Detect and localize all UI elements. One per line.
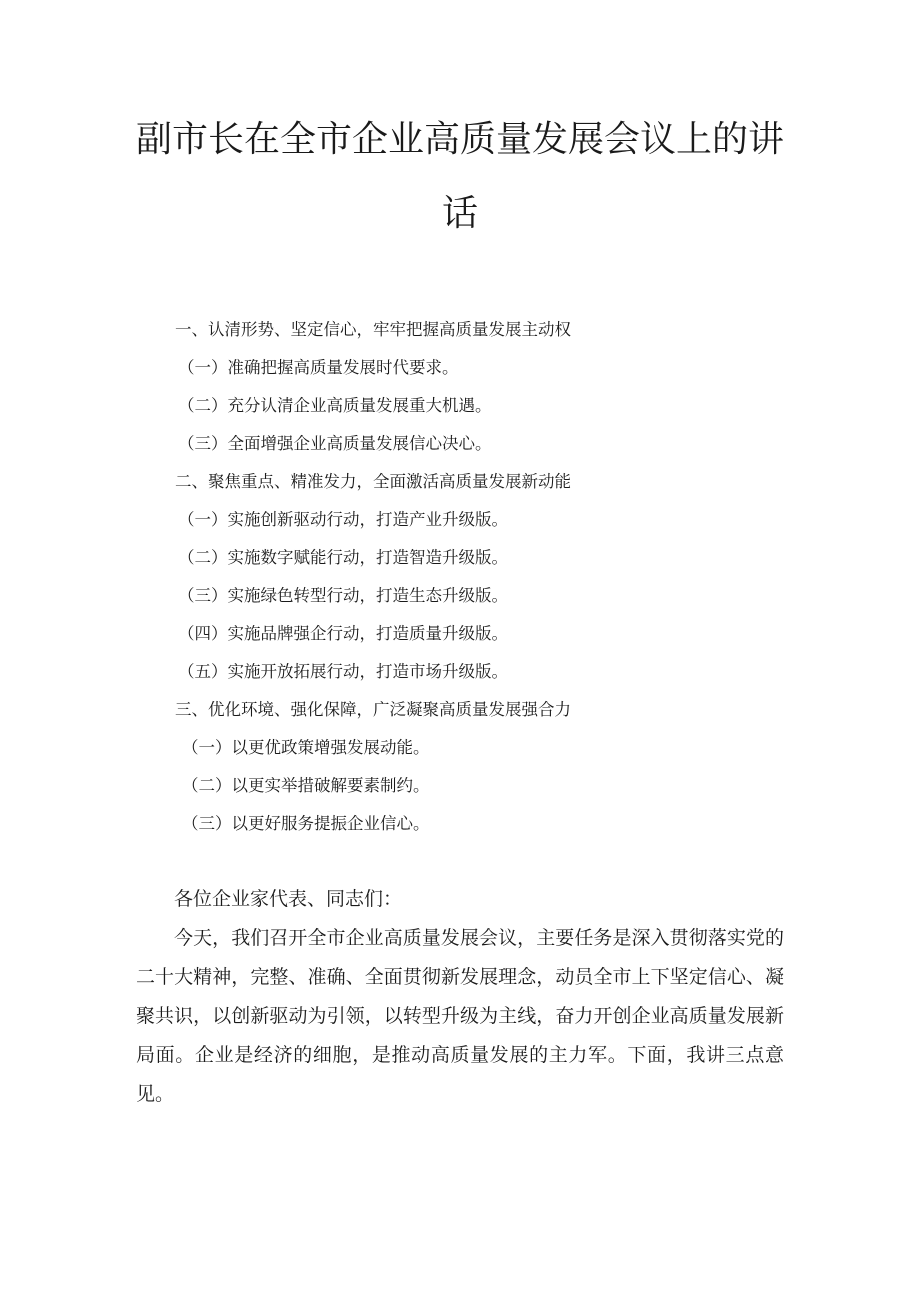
outline-item: （三）以更好服务提振企业信心。 [182,814,430,833]
outline-section-3: 三、优化环境、强化保障，广泛凝聚高质量发展强合力 [175,700,571,719]
outline-item: （五）实施开放拓展行动，打造市场升级版。 [178,662,508,681]
greeting: 各位企业家代表、同志们： [174,888,403,910]
title-line-1: 副市长在全市企业高质量发展会议上的讲 [135,119,784,160]
outline-section-1: 一、认清形势、坚定信心，牢牢把握高质量发展主动权 [175,320,571,339]
outline-item: （一）以更优政策增强发展动能。 [182,738,430,757]
title-line-2: 话 [441,193,478,234]
document-title [0,112,920,242]
outline-item: （三）全面增强企业高质量发展信心决心。 [178,434,492,453]
outline-item: （四）实施品牌强企行动，打造质量升级版。 [178,624,508,643]
outline-item: （二）实施数字赋能行动，打造智造升级版。 [178,548,508,567]
body-paragraph: 今天，我们召开全市企业高质量发展会议，主要任务是深入贯彻落实党的二十大精神，完整、准确、全面贯彻新发展理念，动员全市上下坚定信心、凝聚共识，以创新驱动为引领，以转型升级为主线，奋力开创企业高质量发展新局面。企业是经济的细胞，是推动高质量发展的主力军。下面，我讲三点意见。 [136,927,784,1105]
outline-item: （一）准确把握高质量发展时代要求。 [178,358,459,377]
outline-item: （三）实施绿色转型行动，打造生态升级版。 [178,586,508,605]
speech-body [136,880,784,1114]
outline-section-2: 二、聚焦重点、精准发力，全面激活高质量发展新动能 [175,472,571,491]
outline-item: （二）充分认清企业高质量发展重大机遇。 [178,396,492,415]
outline-item: （一）实施创新驱动行动，打造产业升级版。 [178,510,508,529]
outline-item: （二）以更实举措破解要素制约。 [182,776,430,795]
